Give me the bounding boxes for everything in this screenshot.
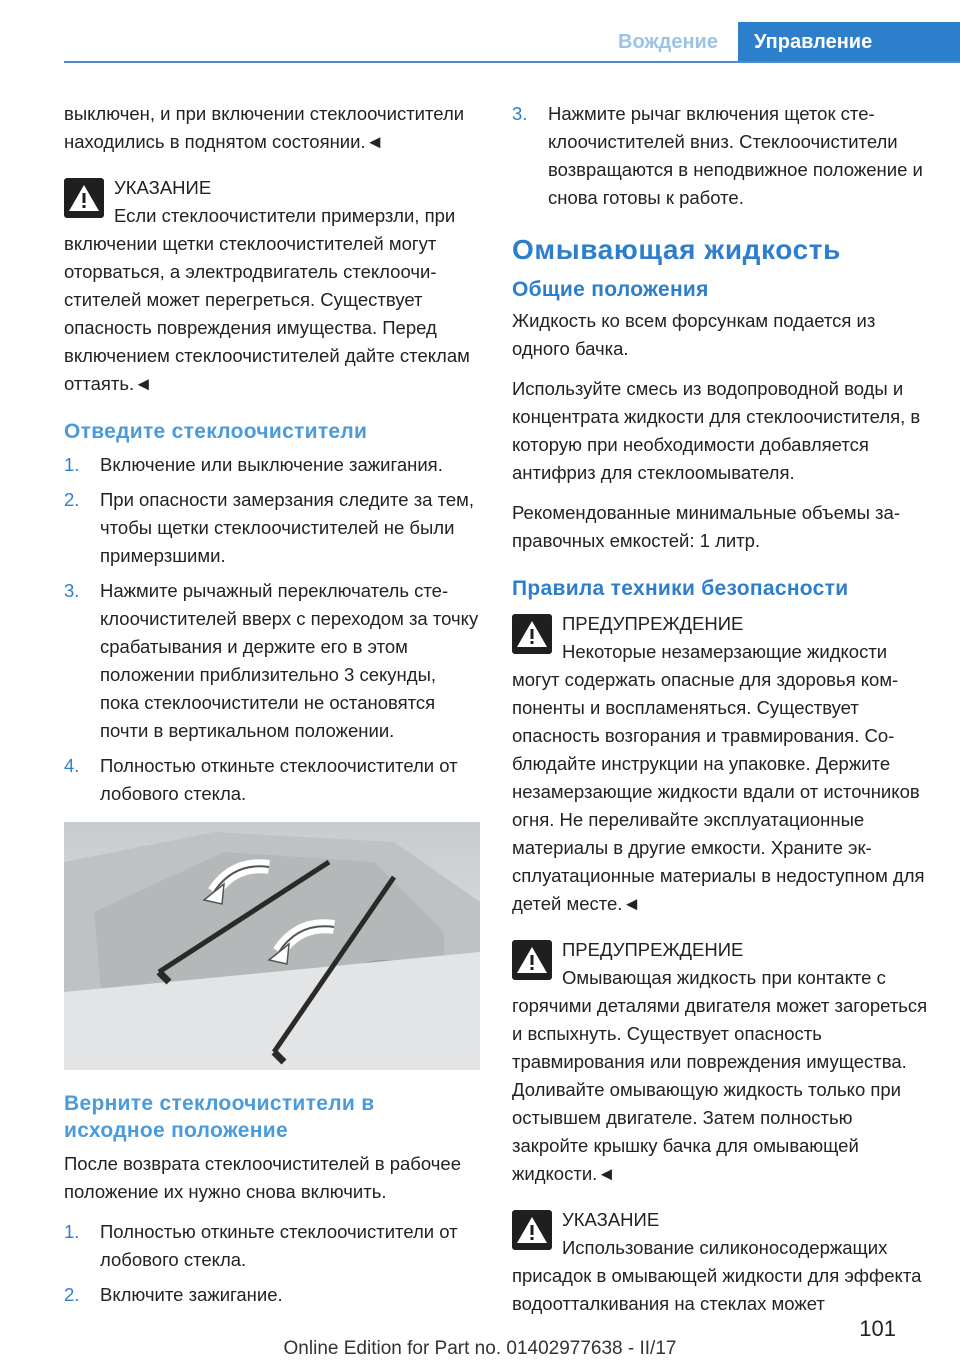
note-block bbox=[64, 174, 480, 398]
note-title: УКАЗАНИЕ bbox=[562, 1209, 660, 1230]
step-number: 4. bbox=[64, 755, 80, 776]
page-header bbox=[0, 22, 960, 62]
step-text: Нажмите рычажный переключатель стеклоочистителей вверх с переходом за точку срабатывания и держите его в этом положении приблизительно 3 секунды, пока стеклоочистители не остановятся почти в вертикальном положении. bbox=[100, 580, 479, 741]
warning-triangle-icon bbox=[512, 940, 552, 980]
warning-block-1 bbox=[512, 610, 932, 918]
intro-paragraph: выключен, и при включении стеклоочистители находились в поднятом состоянии.◄ bbox=[64, 103, 465, 152]
list-item bbox=[64, 451, 480, 479]
step-number: 3. bbox=[64, 580, 80, 601]
step-number: 2. bbox=[64, 489, 80, 510]
step-number: 1. bbox=[64, 1221, 80, 1242]
warning-triangle-icon bbox=[512, 1210, 552, 1250]
list-item bbox=[64, 486, 480, 570]
warning-block-2 bbox=[512, 936, 932, 1188]
step-text: Полностью откиньте стеклоочистители от лобового стекла. bbox=[100, 1221, 458, 1270]
list-item bbox=[64, 1218, 480, 1274]
general-paragraph-2: Используйте смесь из водопроводной воды и концентрата жидкости для стеклоочистителя, в которую при необходимости добавляется антифриз для стеклоомывателя. bbox=[512, 378, 921, 483]
return-paragraph: После возврата стеклоочистителей в рабочее положение их нужно снова включить. bbox=[64, 1153, 461, 1202]
step-number: 3. bbox=[512, 103, 528, 124]
step-text: Нажмите рычаг включения щеток стеклоочистителей вниз. Стеклоочистители возвращаются в неподвижное положение и снова готовы к работе. bbox=[548, 103, 923, 208]
section-title-general: Общие положения bbox=[512, 278, 709, 301]
section-title-fold-out: Отведите стеклоочистители bbox=[64, 420, 368, 443]
general-paragraph-3: Рекомендованные минимальные объемы заправочных емкостей: 1 литр. bbox=[512, 502, 900, 551]
right-column bbox=[512, 100, 932, 1330]
tab-driving[interactable]: Вождение bbox=[618, 31, 718, 53]
warning-title: ПРЕДУПРЕЖДЕНИЕ bbox=[562, 613, 744, 634]
step-text: Включите зажигание. bbox=[100, 1284, 283, 1305]
wiper-illustration bbox=[64, 822, 480, 1070]
warning-title: ПРЕДУПРЕЖДЕНИЕ bbox=[562, 939, 744, 960]
step-text: Полностью откиньте стеклоочистители от лобового стекла. bbox=[100, 755, 458, 804]
edition-note: Online Edition for Part no. 01402977638 - II/17 bbox=[283, 1338, 677, 1359]
list-item bbox=[512, 100, 932, 212]
note-title: УКАЗАНИЕ bbox=[114, 177, 212, 198]
page-number: 101 bbox=[859, 1316, 896, 1341]
section-title-safety: Правила техники безопасности bbox=[512, 577, 849, 600]
general-paragraph-1: Жидкость ко всем форсункам подается из одного бачка. bbox=[512, 310, 876, 359]
return-steps bbox=[64, 1218, 480, 1309]
list-item bbox=[64, 1281, 480, 1309]
section-title-return: Верните стеклоочистители в исходное положение bbox=[64, 1092, 375, 1142]
step-text: Включение или выключение зажигания. bbox=[100, 454, 443, 475]
note-text: Если стеклоочистители примерзли, при включении щетки стеклоочистителей могут оторваться, а электродвигатель стеклоочистителей может перегреться. Существует опасность повреждения имущества. Перед включением стеклоочистителей дайте стеклам оттаять.◄ bbox=[64, 205, 470, 394]
warning-text: Некоторые незамерзающие жидкости могут содержать опасные для здоровья компоненты и воспламеняться. Существует опасность возгорания и травмирования. Соблюдайте инструкции на упаковке. Держите незамерзающие жидкости вдали от источников огня. Не переливайте эксплуатационные материалы в другие емкости. Храните эксплуатационные материалы в недоступном для детей месте.◄ bbox=[512, 641, 925, 914]
list-item bbox=[64, 577, 480, 745]
step-text: При опасности замерзания следите за тем, чтобы щетки стеклоочистителей не были примерзшими. bbox=[100, 489, 475, 566]
warning-triangle-icon bbox=[64, 178, 104, 218]
warning-text: Омывающая жидкость при контакте с горячими деталями двигателя может загореться и вспыхнуть. Существует опасность травмирования или повреждения имущества. Доливайте омывающую жидкость только при остывшем двигателе. Затем полностью закройте крышку бачка для омывающей жидкости.◄ bbox=[512, 967, 928, 1184]
windshield-wiper-image bbox=[64, 822, 480, 1070]
return-steps-continued bbox=[512, 100, 932, 212]
warning-triangle-icon bbox=[512, 614, 552, 654]
tab-controls[interactable]: Управление bbox=[738, 22, 960, 62]
list-item bbox=[64, 752, 480, 808]
header-rule bbox=[64, 61, 960, 63]
left-column bbox=[64, 100, 480, 1316]
note-text: Использование силиконосодержащих присадок в омывающей жидкости для эффекта водоотталкивания на стеклах может bbox=[512, 1237, 922, 1314]
step-number: 1. bbox=[64, 454, 80, 475]
fold-out-steps bbox=[64, 451, 480, 808]
chapter-title-washer-fluid: Омывающая жидкость bbox=[512, 234, 841, 265]
step-number: 2. bbox=[64, 1284, 80, 1305]
note-block bbox=[512, 1206, 932, 1318]
